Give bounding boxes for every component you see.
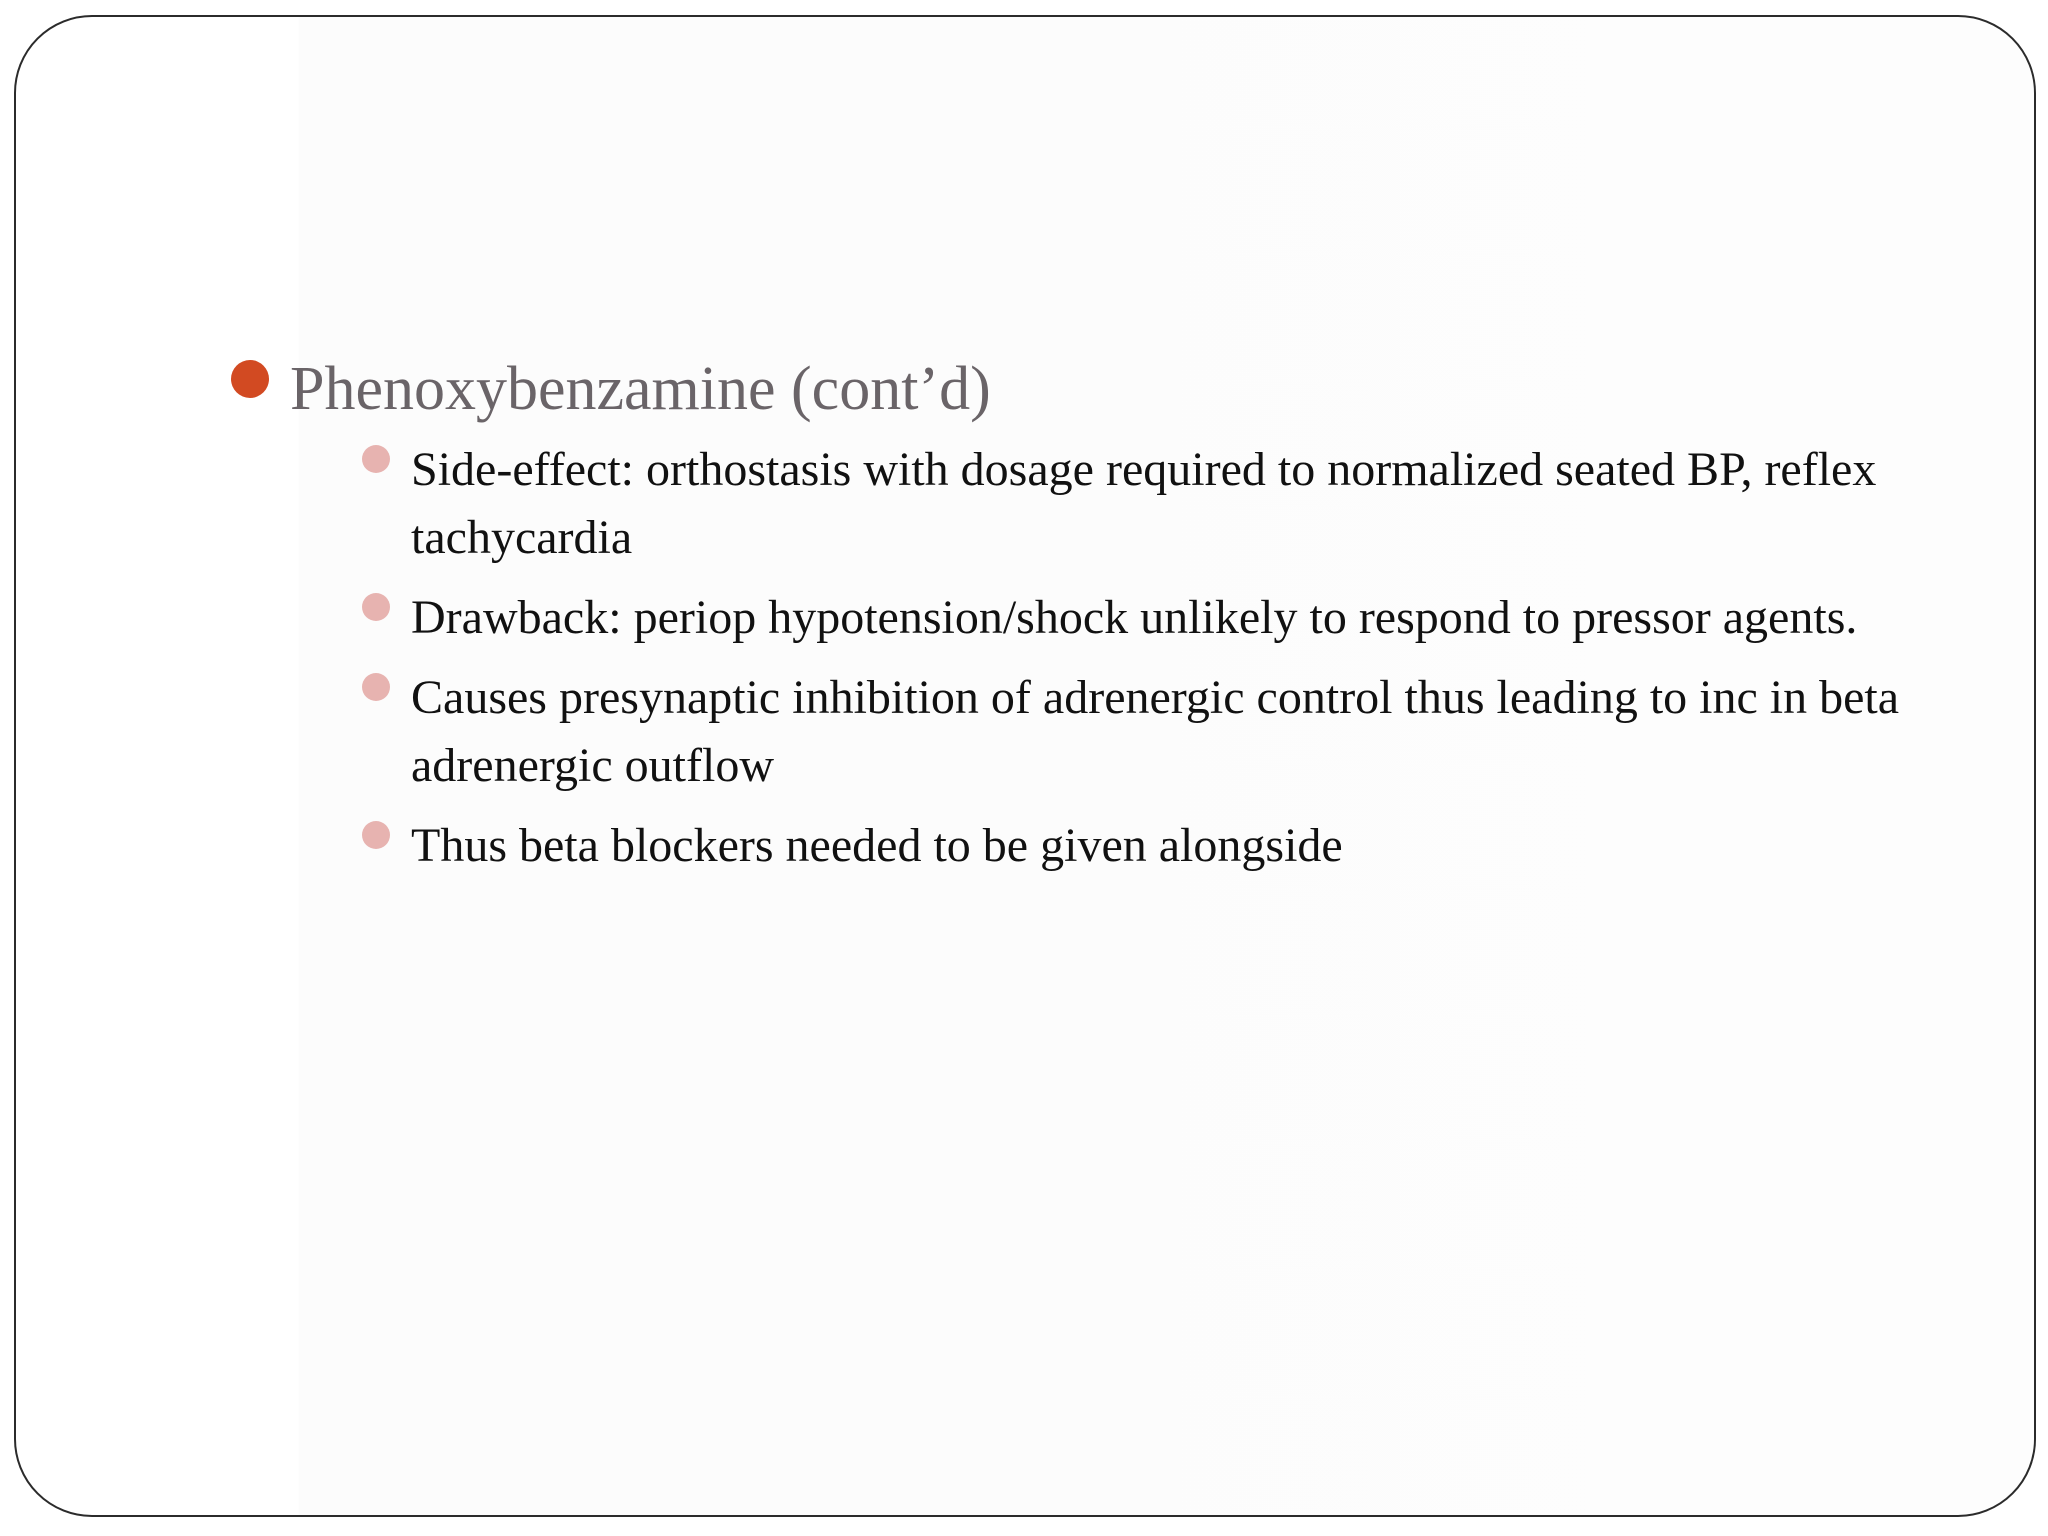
sub-bullet-dot-icon bbox=[362, 445, 390, 473]
main-bullet-dot-icon bbox=[231, 360, 269, 398]
sub-bullet-dot-icon bbox=[362, 593, 390, 621]
main-bullet-item bbox=[228, 348, 1928, 430]
sub-bullet-text: Thus beta blockers needed to be given alongside bbox=[411, 819, 1343, 872]
slide-content bbox=[228, 348, 1928, 892]
sub-bullet-dot-icon bbox=[362, 821, 390, 849]
sub-bullet-list bbox=[228, 436, 1928, 880]
sub-bullet-text: Drawback: periop hypotension/shock unlikely to respond to pressor agents. bbox=[411, 591, 1858, 644]
main-bullet-text: Phenoxybenzamine (cont’d) bbox=[290, 355, 991, 423]
sub-bullet-text: Causes presynaptic inhibition of adrenergic control thus leading to inc in beta adrenergic outflow bbox=[411, 671, 1900, 792]
sub-bullet-item bbox=[411, 812, 1911, 880]
sub-bullet-text: Side-effect: orthostasis with dosage required to normalized seated BP, reflex tachycardia bbox=[411, 443, 1877, 564]
sub-bullet-item bbox=[411, 584, 1911, 652]
sub-bullet-item bbox=[411, 664, 1911, 800]
sub-bullet-dot-icon bbox=[362, 673, 390, 701]
sub-bullet-item bbox=[411, 436, 1911, 572]
